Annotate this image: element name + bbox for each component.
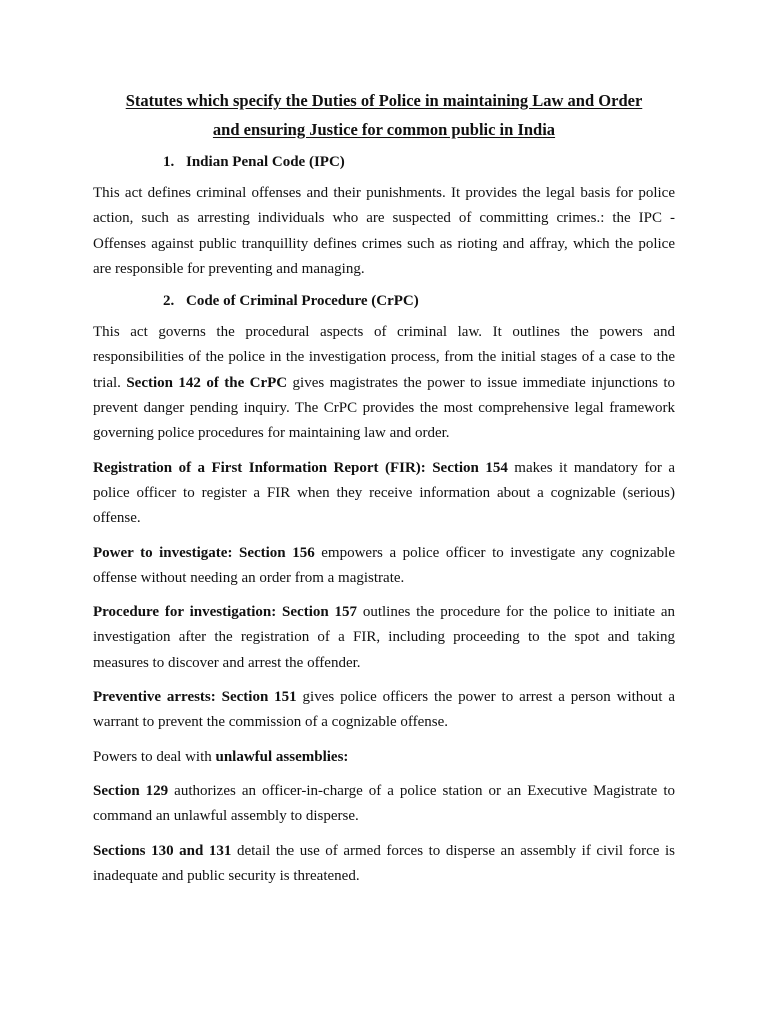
document-title — [93, 86, 675, 144]
title-line-1: Statutes which specify the Duties of Police in maintaining Law and Order — [125, 91, 643, 110]
section-129-paragraph — [93, 779, 675, 830]
fir-label: Registration of a First Information Report (FIR): Section 154 — [93, 459, 508, 476]
section-130-paragraph — [93, 839, 675, 890]
fir-text: makes it mandatory for a police officer to register a FIR when they receive information about a cognizable (serious) offense. — [93, 459, 675, 527]
unlawful-label: unlawful assemblies: — [215, 748, 349, 765]
unlawful-paragraph — [93, 745, 675, 770]
investigate-label: Power to investigate: Section 156 — [93, 544, 315, 561]
procedure-paragraph — [93, 600, 675, 676]
fir-paragraph — [93, 456, 675, 532]
preventive-paragraph — [93, 685, 675, 736]
section-heading-ipc — [93, 152, 675, 172]
section-heading-text: Code of Criminal Procedure (CrPC) — [186, 293, 419, 310]
investigate-text: empowers a police officer to investigate any cognizable offense without needing an order from a magistrate. — [93, 544, 675, 586]
section-129-text: authorizes an officer-in-charge of a police station or an Executive Magistrate to command an unlawful assembly to disperse. — [93, 782, 675, 825]
procedure-label: Procedure for investigation: Section 157 — [93, 604, 358, 621]
crpc-text-a: This act governs the procedural aspects of criminal law. It outlines the powers and responsibilities of the police in the investigation process, from the initial stages of a case to the trial. — [93, 324, 675, 391]
title-line-2: and ensuring Justice for common public in India — [212, 120, 556, 139]
section-heading-crpc — [93, 291, 675, 311]
preventive-label: Preventive arrests: Section 151 — [93, 689, 297, 706]
investigate-paragraph — [93, 541, 675, 592]
section-130-label: Sections 130 and 131 — [93, 842, 232, 859]
procedure-text: outlines the procedure for the police to initiate an investigation after the registration of a FIR, including proceeding to the spot and taking measures to discover and arrest the offender. — [93, 604, 675, 671]
section-130-text: detail the use of armed forces to disperse an assembly if civil force is inadequate and public security is threatened. — [93, 842, 675, 884]
unlawful-text: Powers to deal with — [93, 748, 216, 765]
section-heading-text: Indian Penal Code (IPC) — [186, 154, 345, 170]
section-129-label: Section 129 — [93, 782, 169, 799]
section-number: 1. — [163, 154, 175, 170]
crpc-section-142: Section 142 of the CrPC — [126, 374, 288, 391]
crpc-paragraph — [93, 320, 675, 446]
section-number: 2. — [163, 293, 175, 310]
ipc-paragraph: This act defines criminal offenses and their punishments. It provides the legal basis for police action, such as arresting individuals who are suspected of committing crimes.: the IPC - Offenses against public tranquillity defines crimes such as rioting and affray, which the police are responsible for preventing and managing. — [93, 185, 675, 277]
preventive-text: gives police officers the power to arrest a person without a warrant to prevent the commission of a cognizable offense. — [93, 689, 676, 731]
crpc-text-c: gives magistrates the power to issue immediate injunctions to prevent danger pending inquiry. The CrPC provides the most comprehensive legal framework governing police procedures for maintaining law and order. — [93, 374, 675, 442]
